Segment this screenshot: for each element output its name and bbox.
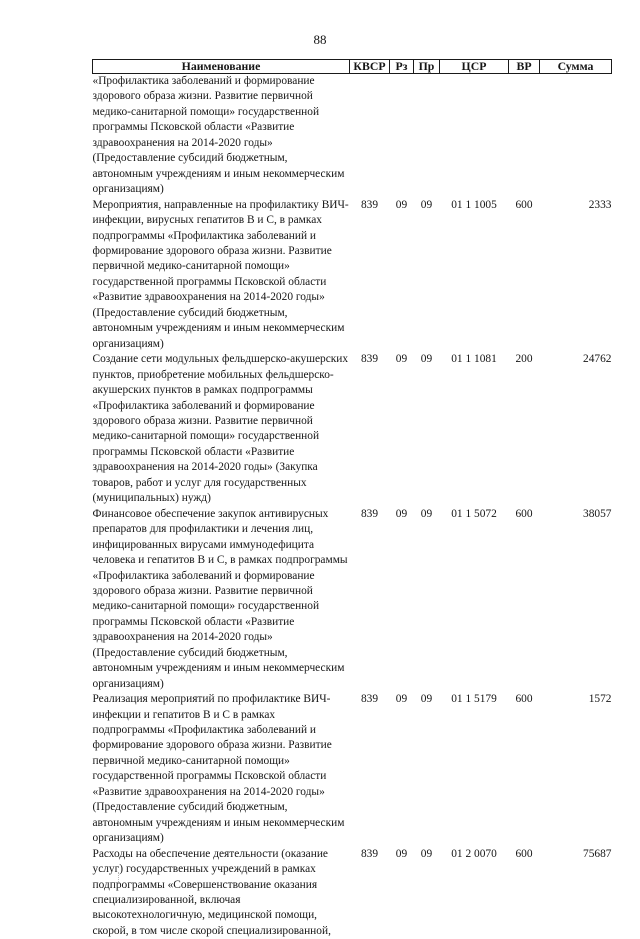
row-kvsr: 839 [360, 198, 379, 211]
row-sum: 24762 [583, 353, 612, 366]
row-rz [390, 74, 414, 198]
row-pr: 09 [420, 507, 433, 520]
header-kvsr: КВСР [350, 60, 390, 74]
row-vr [509, 74, 540, 198]
row-rz: 09 [395, 198, 408, 211]
row-description: Реализация мероприятий по профилактике ВИЧ-инфекции и гепатитов В и С в рамках подпрограммы «Профилактика заболеваний и формирование здорового образа жизни. Развитие первичной медико-санитарной помощи» государственной программы Псковской области «Развитие здравоохранения на 2014-2020 годы» (Предоставление субсидий бюджетным, автономным учреждениям и иным некоммерческим организациям) [92, 693, 345, 845]
row-rz: 09 [395, 847, 408, 860]
table-row [93, 507, 612, 692]
scan-margin-mark [118, 872, 121, 884]
row-vr: 600 [515, 198, 533, 211]
table-row [93, 74, 612, 198]
row-sum: 75687 [583, 847, 612, 860]
header-sum: Сумма [540, 60, 612, 74]
row-csr: 01 1 1081 [451, 353, 497, 366]
row-sum: 1572 [588, 693, 612, 706]
row-pr: 09 [420, 353, 433, 366]
row-csr [440, 74, 509, 198]
row-vr: 200 [515, 353, 533, 366]
row-kvsr: 839 [360, 507, 379, 520]
table-row [93, 692, 612, 847]
row-pr [414, 74, 440, 198]
table-row [93, 198, 612, 353]
row-vr: 600 [515, 847, 533, 860]
header-name: Наименование [93, 60, 350, 74]
row-kvsr: 839 [360, 847, 379, 860]
table-row [93, 847, 612, 939]
row-rz: 09 [395, 353, 408, 366]
row-csr: 01 1 5072 [451, 507, 497, 520]
row-kvsr: 839 [360, 693, 379, 706]
row-description: Мероприятия, направленные на профилактику ВИЧ-инфекции, вирусных гепатитов В и С, в рамках подпрограммы «Профилактика заболеваний и формирование здорового образа жизни. Развитие первичной медико-санитарной помощи» государственной программы Псковской области «Развитие здравоохранения на 2014-2020 годы» (Предоставление субсидий бюджетным, автономным учреждениям и иным некоммерческим организациям) [92, 198, 349, 350]
row-description: Создание сети модульных фельдшерско-акушерских пунктов, приобретение мобильных фельдшерско-акушерских пунктов в рамках подпрограммы «Профилактика заболеваний и формирование здорового образа жизни. Развитие первичной медико-санитарной помощи» государственной программы Псковской области «Развитие здравоохранения на 2014-2020 годы» (Закупка товаров, работ и услуг для государственных (муниципальных) нужд) [92, 353, 349, 505]
row-pr: 09 [420, 847, 433, 860]
row-vr: 600 [515, 693, 533, 706]
row-sum [540, 74, 612, 198]
row-rz: 09 [395, 507, 408, 520]
row-description: Финансовое обеспечение закупок антивирусных препаратов для профилактики и лечения лиц, инфицированных вирусами иммунодефицита человека и гепатитов В и С, в рамках подпрограммы «Профилактика заболеваний и формирование здорового образа жизни. Развитие первичной медико-санитарной помощи» государственной программы Псковской области «Развитие здравоохранения на 2014-2020 годы» (Предоставление субсидий бюджетным, автономным учреждениям и иным некоммерческим организациям) [92, 507, 348, 690]
row-csr: 01 2 0070 [451, 847, 497, 860]
table-row [93, 352, 612, 507]
row-pr: 09 [420, 693, 433, 706]
row-vr: 600 [515, 507, 533, 520]
row-pr: 09 [420, 198, 433, 211]
row-description: Расходы на обеспечение деятельности (оказание услуг) государственных учреждений в рамках подпрограммы «Совершенствование оказания специализированной, включая высокотехнологичную, медицинской помощи, скорой, в том числе скорой специализированной, [92, 847, 331, 937]
row-sum: 38057 [583, 507, 612, 520]
table-header-row [93, 60, 612, 74]
row-kvsr [350, 74, 390, 198]
row-csr: 01 1 1005 [451, 198, 497, 211]
page-number: 88 [313, 32, 327, 47]
header-csr: ЦСР [440, 60, 509, 74]
budget-table [92, 59, 612, 939]
row-rz: 09 [395, 693, 408, 706]
header-rz: Рз [390, 60, 414, 74]
row-csr: 01 1 5179 [451, 693, 497, 706]
row-description: «Профилактика заболеваний и формирование здорового образа жизни. Развитие первичной медико-санитарной помощи» государственной программы Псковской области «Развитие здравоохранения на 2014-2020 годы» (Предоставление субсидий бюджетным, автономным учреждениям и иным некоммерческим организациям) [92, 75, 345, 196]
header-pr: Пр [414, 60, 440, 74]
header-vr: ВР [509, 60, 540, 74]
row-sum: 2333 [588, 198, 612, 211]
row-kvsr: 839 [360, 353, 379, 366]
